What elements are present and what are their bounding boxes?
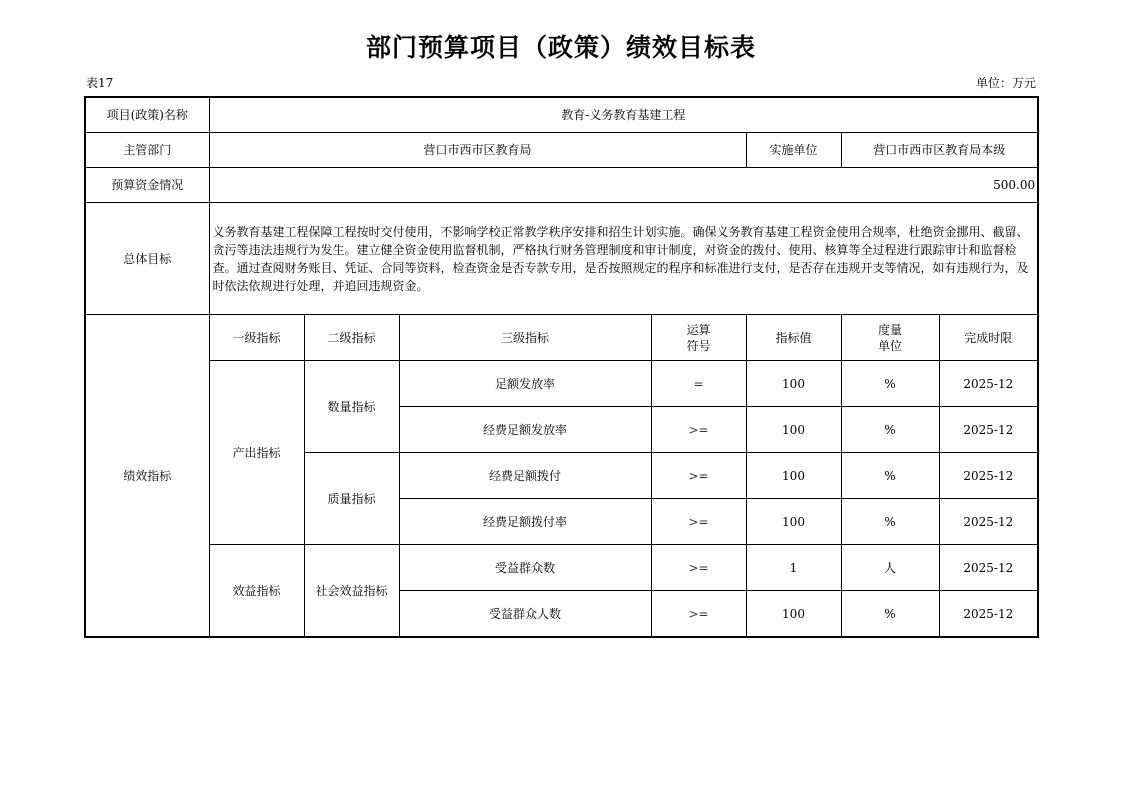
overall-goal-text: 义务教育基建工程保障工程按时交付使用，不影响学校正常教学秩序安排和招生计划实施。确保义务教育基建工程资金使用合规率，杜绝资金挪用、截留、贪污等违法违规行为发生。建立健全资金使用监督机制，严格执行财务管理制度和审计制度，对资金的拨付、使用、核算等全过程进行跟踪审计和监督检查。通过查阅财务账目、凭证、合同等资料，检查资金是否专款专用，是否按照规定的程序和标准进行支付，是否存在违规开支等情况，如有违规行为，及时依法依规进行处理，并追回违规资金。 (209, 203, 1038, 315)
header-operator: 运算 符号 (651, 315, 746, 361)
table-row (85, 361, 1038, 407)
indicator-deadline: 2025-12 (939, 545, 1038, 591)
header-target-value: 指标值 (746, 315, 841, 361)
indicator-name: 受益群众数 (399, 545, 651, 591)
indicator-deadline: 2025-12 (939, 407, 1038, 453)
department-row (85, 133, 1038, 168)
indicator-name: 受益群众人数 (399, 591, 651, 638)
indicator-operator: >= (651, 407, 746, 453)
benefit-indicator-group: 效益指标 (209, 545, 304, 638)
overall-goal-row (85, 203, 1038, 315)
indicator-value: 100 (746, 591, 841, 638)
social-benefit-indicator-group: 社会效益指标 (304, 545, 399, 638)
budget-label: 预算资金情况 (85, 168, 209, 203)
budget-row (85, 168, 1038, 203)
indicator-unit: % (841, 407, 939, 453)
department-value: 营口市西市区教育局 (209, 133, 746, 168)
indicator-name: 经费足额发放率 (399, 407, 651, 453)
indicator-unit: % (841, 591, 939, 638)
header-level2: 二级指标 (304, 315, 399, 361)
project-name-label: 项目(政策)名称 (85, 97, 209, 133)
indicator-deadline: 2025-12 (939, 591, 1038, 638)
page-title: 部门预算项目（政策）绩效目标表 (365, 33, 756, 62)
unit-label: 单位：万元 (975, 76, 1036, 90)
indicator-name: 足额发放率 (399, 361, 651, 407)
indicator-value: 100 (746, 453, 841, 499)
header-unit: 度量 单位 (841, 315, 939, 361)
header-level3: 三级指标 (399, 315, 651, 361)
indicator-operator: >= (651, 545, 746, 591)
overall-goal-label: 总体目标 (85, 203, 209, 315)
indicator-name: 经费足额拨付 (399, 453, 651, 499)
indicator-unit: % (841, 361, 939, 407)
indicator-operator: >= (651, 499, 746, 545)
quantity-indicator-group: 数量指标 (304, 361, 399, 453)
indicator-value: 100 (746, 407, 841, 453)
output-indicator-group: 产出指标 (209, 361, 304, 545)
performance-indicators-label: 绩效指标 (85, 315, 209, 638)
indicator-value: 100 (746, 361, 841, 407)
indicator-header-row (85, 315, 1038, 361)
indicator-deadline: 2025-12 (939, 499, 1038, 545)
indicator-name: 经费足额拨付率 (399, 499, 651, 545)
indicator-operator: >= (651, 453, 746, 499)
indicator-deadline: 2025-12 (939, 453, 1038, 499)
indicator-unit: % (841, 453, 939, 499)
implementing-unit-label: 实施单位 (746, 133, 841, 168)
indicator-deadline: 2025-12 (939, 361, 1038, 407)
department-label: 主管部门 (85, 133, 209, 168)
indicator-unit: % (841, 499, 939, 545)
quality-indicator-group: 质量指标 (304, 453, 399, 545)
budget-value: 500.00 (209, 168, 1038, 203)
performance-target-table (84, 96, 1039, 638)
header-level1: 一级指标 (209, 315, 304, 361)
indicator-unit: 人 (841, 545, 939, 591)
project-row (85, 97, 1038, 133)
indicator-operator: >= (651, 591, 746, 638)
implementing-unit-value: 营口市西市区教育局本级 (841, 133, 1038, 168)
header-deadline: 完成时限 (939, 315, 1038, 361)
indicator-operator: = (651, 361, 746, 407)
indicator-value: 100 (746, 499, 841, 545)
project-name-value: 教育-义务教育基建工程 (209, 97, 1038, 133)
indicator-value: 1 (746, 545, 841, 591)
table-row (85, 545, 1038, 591)
table-number: 表17 (86, 76, 114, 90)
